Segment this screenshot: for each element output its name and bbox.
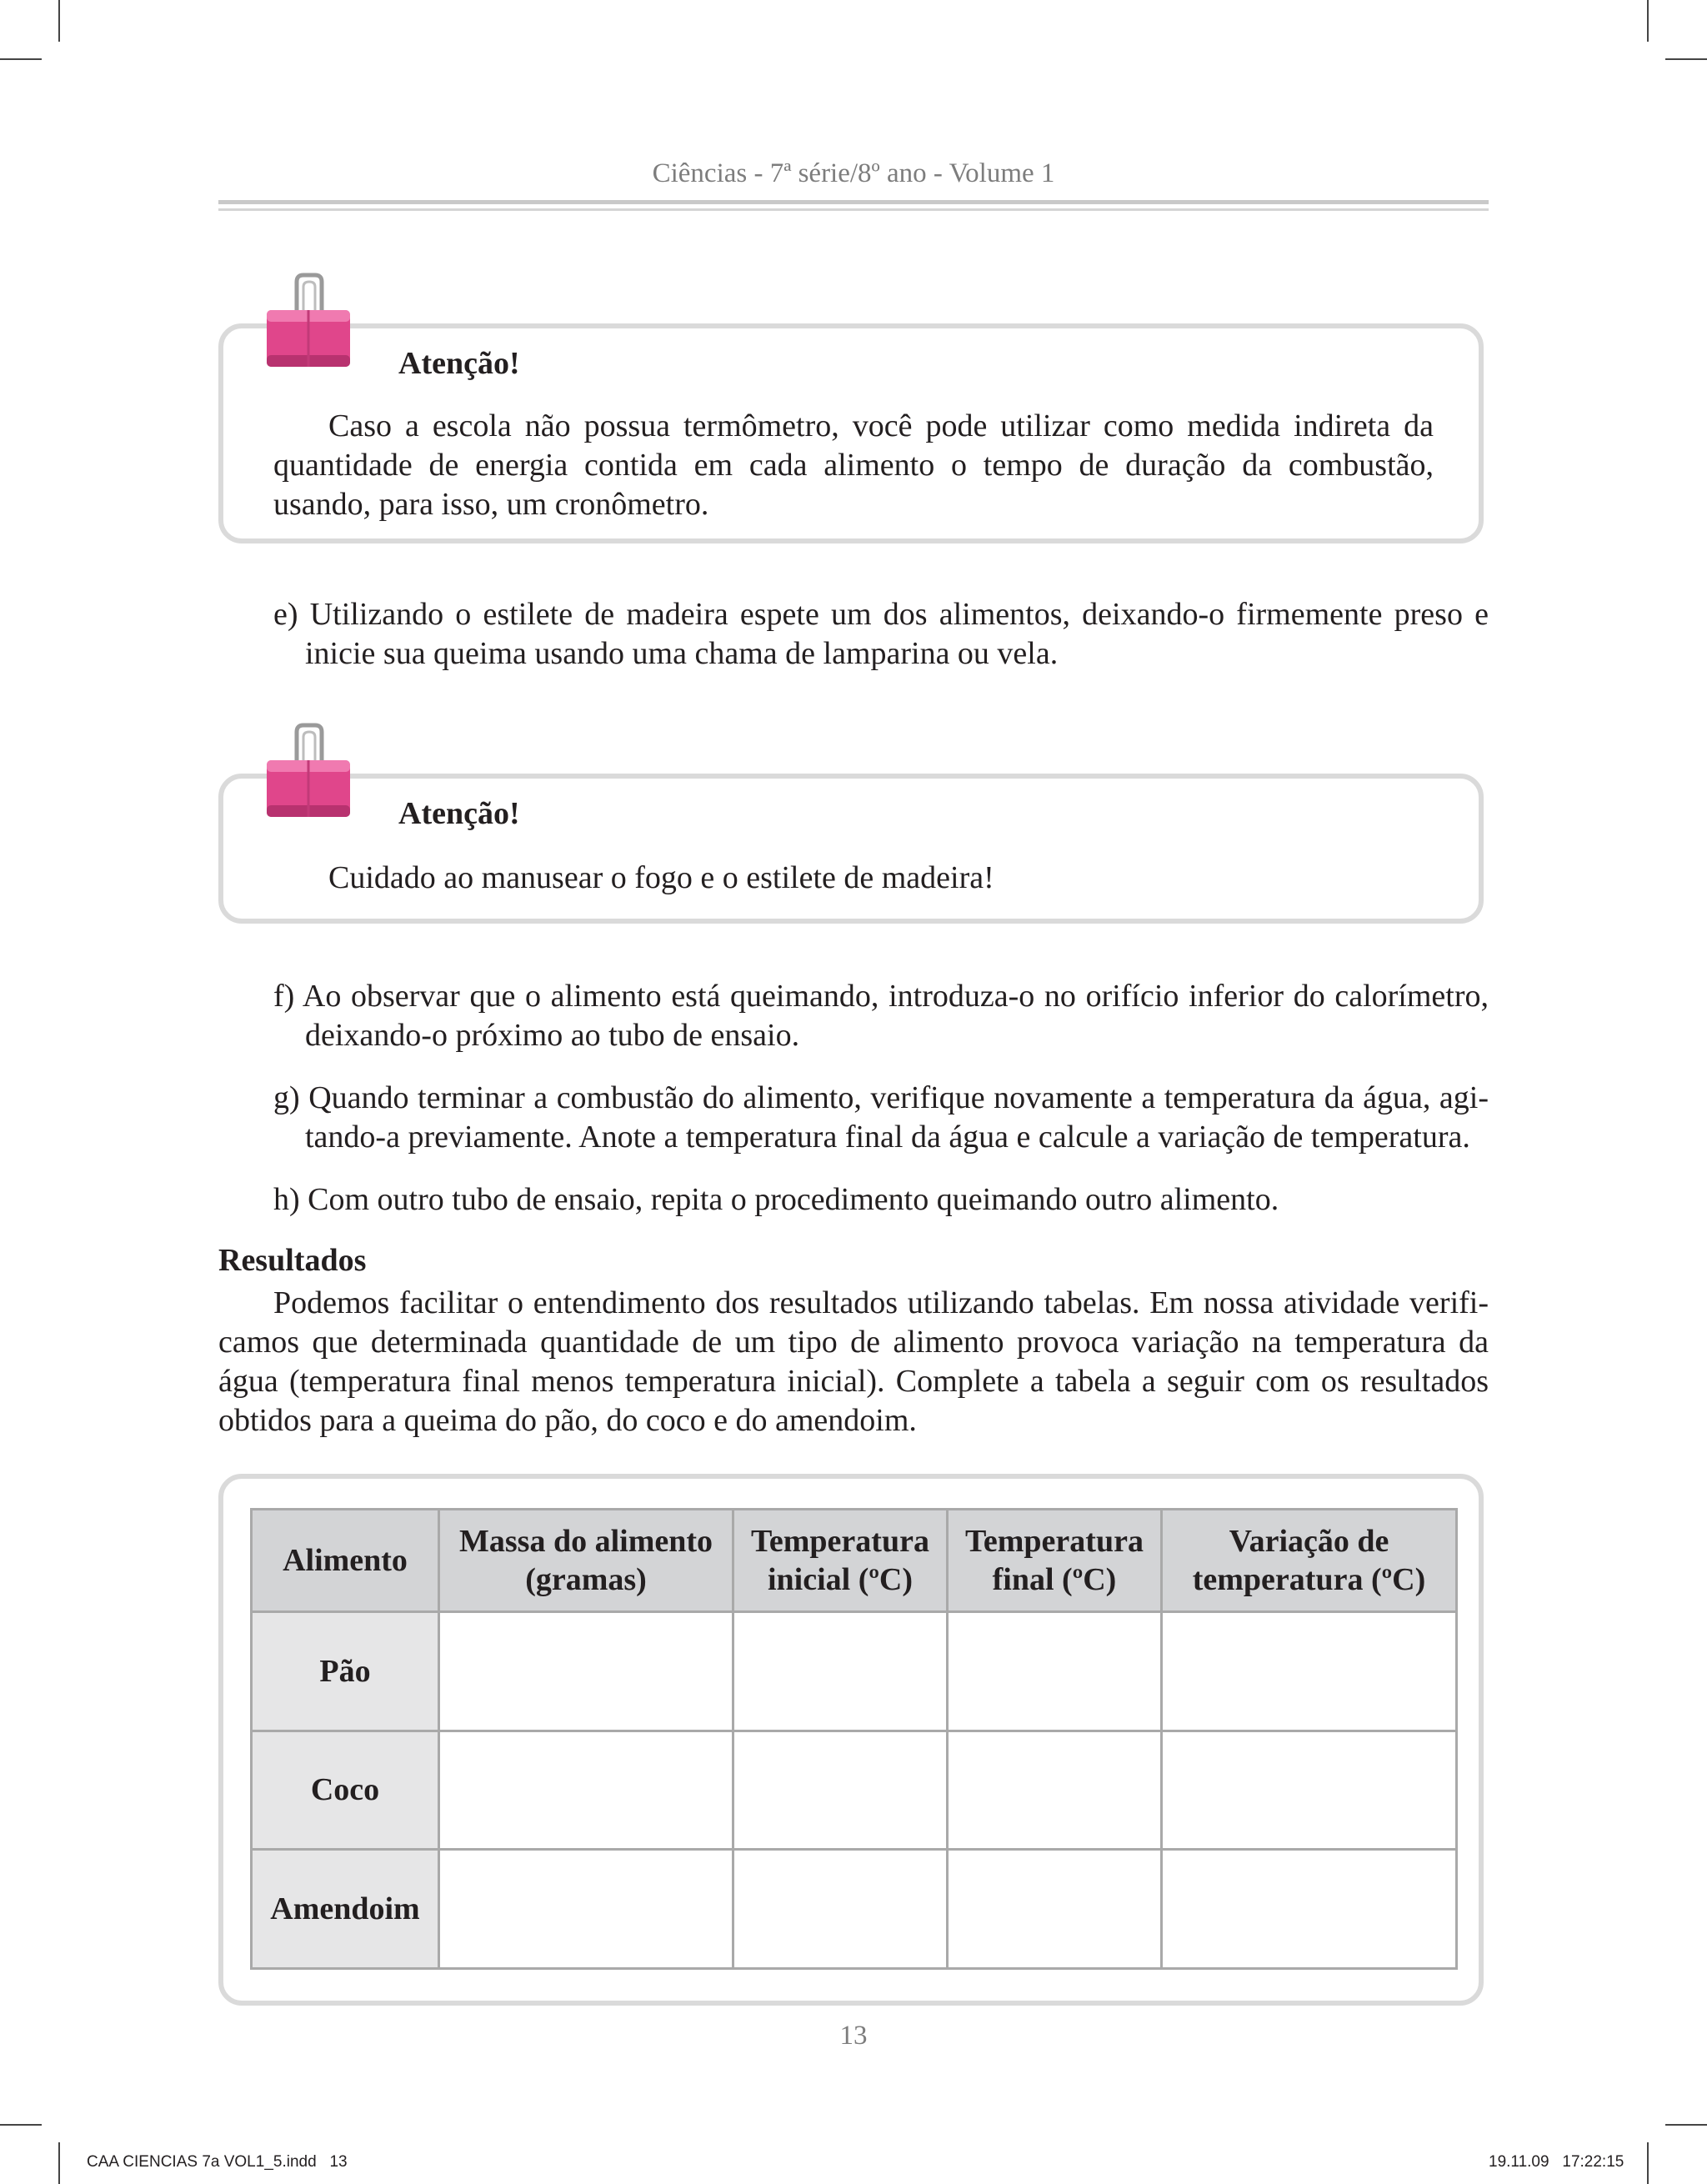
- table-cell[interactable]: [439, 1612, 733, 1731]
- slug-timestamp: 19.11.09 17:22:15: [1489, 2153, 1624, 2171]
- table-cell[interactable]: [733, 1612, 948, 1731]
- step-e: e) Utilizando o estilete de madeira espete um dos alimentos, deixando-o firmemente preso e inicie sua queima usando uma chama de lamparina ou vela.: [273, 597, 1489, 671]
- results-paragraph: Podemos facilitar o entendimento dos resultados utilizando tabelas. Em nossa atividade verifi-camos que determinada quantidade de um tipo de alimento provoca variação na temperatura da água (temperatura final menos temperatura inicial). Complete a tabela a seguir com os resultados obtidos para a queima do pão, do coco e do amendoim.: [218, 1285, 1489, 1438]
- table-row: [252, 1612, 1457, 1731]
- row-label: Coco: [252, 1731, 439, 1850]
- table-row: [252, 1850, 1457, 1969]
- crop-mark: [1647, 0, 1649, 42]
- running-head: Ciências - 7ª série/8º ano - Volume 1: [652, 158, 1055, 188]
- note-title: Atenção!: [398, 796, 520, 831]
- crop-mark: [58, 2142, 60, 2184]
- binder-clip-icon: [263, 272, 355, 380]
- section-heading: Resultados: [218, 1243, 367, 1278]
- table-cell[interactable]: [948, 1612, 1162, 1731]
- page-number: 13: [839, 2021, 868, 2051]
- table-cell[interactable]: [1162, 1850, 1457, 1969]
- slug-file: CAA CIENCIAS 7a VOL1_5.indd 13: [87, 2153, 348, 2171]
- table-row: [252, 1731, 1457, 1850]
- crop-mark: [1665, 2124, 1707, 2126]
- row-label: Pão: [252, 1612, 439, 1731]
- table-cell[interactable]: [733, 1731, 948, 1850]
- binder-clip-icon: [263, 722, 355, 830]
- column-header: Variação de temperatura (ºC): [1162, 1510, 1457, 1612]
- header-rule: [218, 200, 1489, 204]
- table-cell[interactable]: [439, 1850, 733, 1969]
- column-header: Alimento: [252, 1510, 439, 1612]
- results-table: [250, 1508, 1458, 1970]
- step-f: f) Ao observar que o alimento está queimando, introduza-o no orifício inferior do calorímetro, deixando-o próximo ao tubo de ensaio.: [273, 979, 1489, 1053]
- table-cell[interactable]: [1162, 1612, 1457, 1731]
- crop-mark: [1665, 58, 1707, 60]
- note-title: Atenção!: [398, 346, 520, 381]
- row-label: Amendoim: [252, 1850, 439, 1969]
- table-cell[interactable]: [948, 1731, 1162, 1850]
- column-header: Temperatura final (ºC): [948, 1510, 1162, 1612]
- note-text: Caso a escola não possua termômetro, você pode utilizar como medida indireta da quantidade de energia contida em cada alimento o tempo de duração da combustão, usando, para isso, um cronômetro.: [273, 408, 1434, 522]
- column-header: Temperatura inicial (ºC): [733, 1510, 948, 1612]
- column-header: Massa do alimento (gramas): [439, 1510, 733, 1612]
- step-g: g) Quando terminar a combustão do alimento, verifique novamente a temperatura da água, agi-tando-a previamente. Anote a temperatura final da água e calcule a variação de temperatura.: [273, 1080, 1489, 1155]
- table-header-row: [252, 1510, 1457, 1612]
- table-cell[interactable]: [439, 1731, 733, 1850]
- table-cell[interactable]: [948, 1850, 1162, 1969]
- note-text: Cuidado ao manusear o fogo e o estilete de madeira!: [328, 860, 994, 895]
- crop-mark: [58, 0, 60, 42]
- crop-mark: [0, 58, 42, 60]
- table-cell[interactable]: [733, 1850, 948, 1969]
- header-rule: [218, 208, 1489, 211]
- crop-mark: [0, 2124, 42, 2126]
- crop-mark: [1647, 2142, 1649, 2184]
- step-h: h) Com outro tubo de ensaio, repita o procedimento queimando outro alimento.: [273, 1182, 1279, 1217]
- table-cell[interactable]: [1162, 1731, 1457, 1850]
